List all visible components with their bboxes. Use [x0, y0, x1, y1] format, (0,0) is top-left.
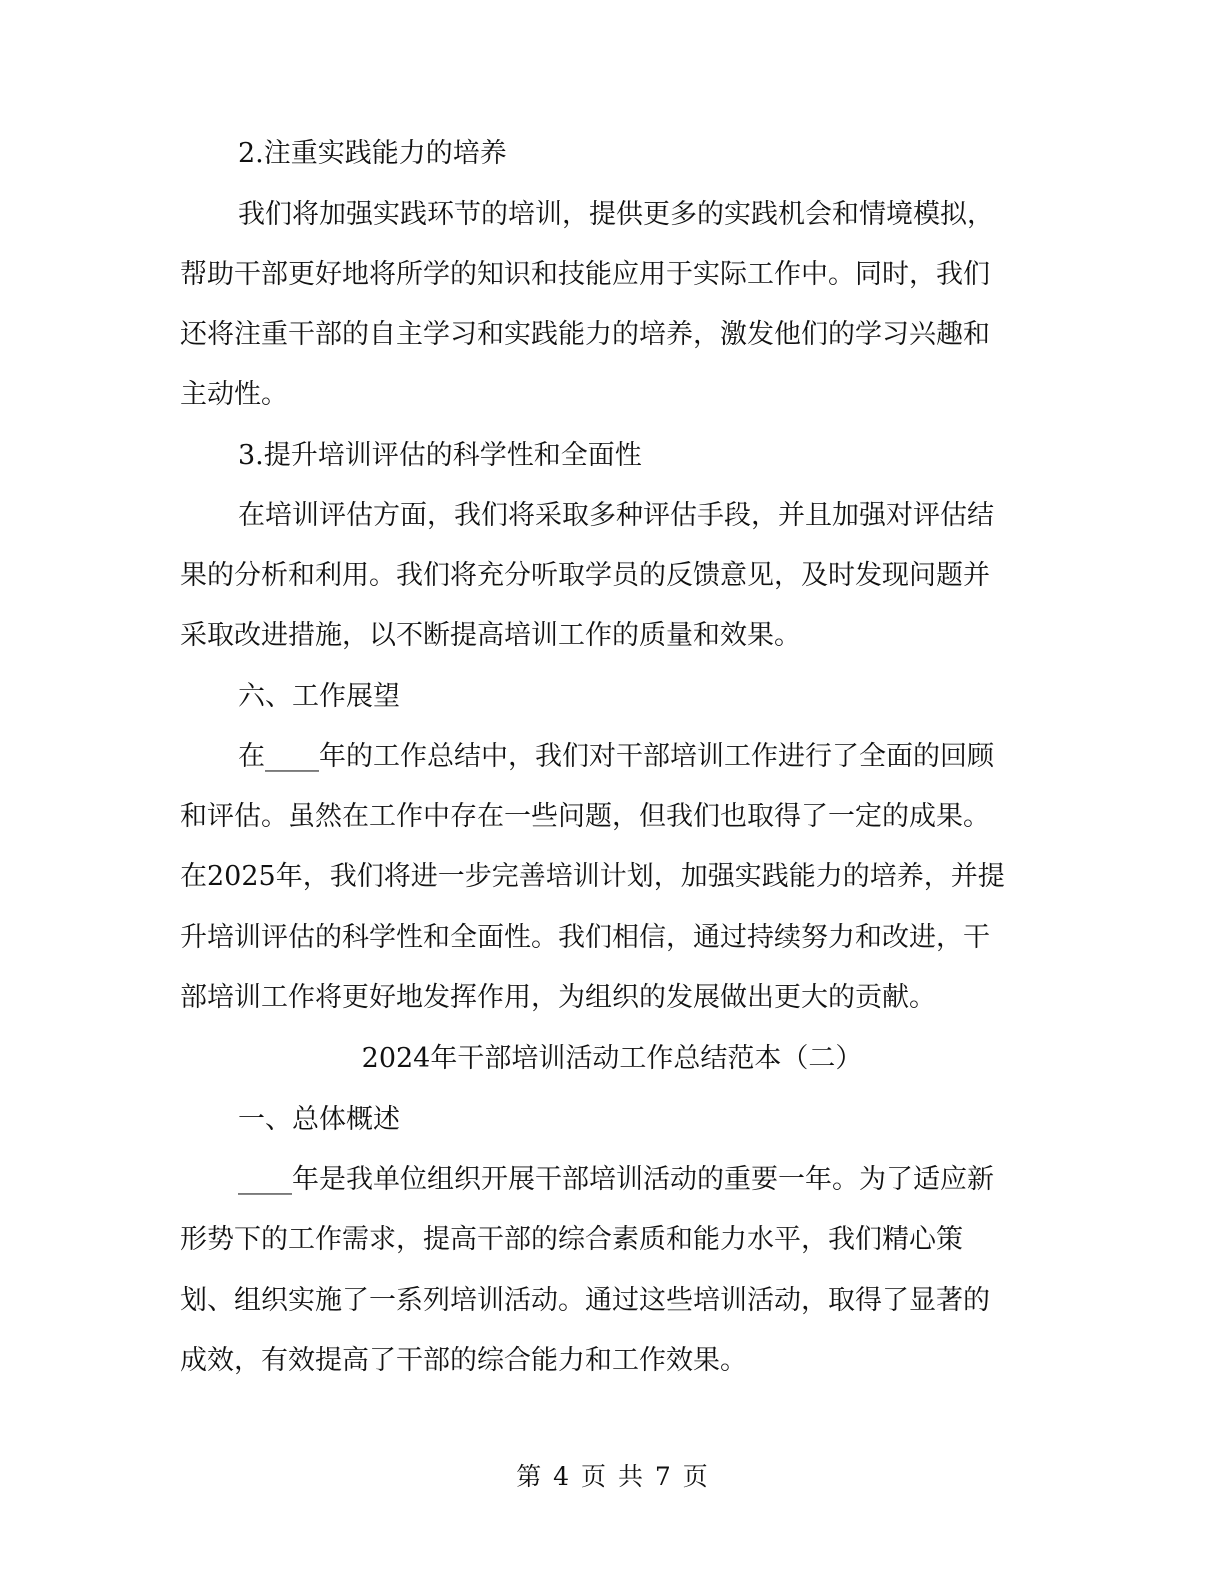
paragraph-line: 还将注重干部的自主学习和实践能力的培养，激发他们的学习兴趣和: [180, 319, 990, 350]
paragraph-line: 形势下的工作需求，提高干部的综合素质和能力水平，我们精心策: [180, 1224, 963, 1255]
paragraph-line: 在____年的工作总结中，我们对干部培训工作进行了全面的回顾: [238, 741, 994, 772]
paragraph-line: 划、组织实施了一系列培训活动。通过这些培训活动，取得了显著的: [180, 1285, 990, 1316]
paragraph-line: 升培训评估的科学性和全面性。我们相信，通过持续努力和改进，干: [180, 922, 990, 953]
section-heading-outlook: 六、工作展望: [238, 681, 400, 712]
subheading-evaluation: 3.提升培训评估的科学性和全面性: [238, 440, 642, 471]
document-title-part-two: 2024年干部培训活动工作总结范本（二）: [361, 1043, 863, 1074]
paragraph-line: 果的分析和利用。我们将充分听取学员的反馈意见，及时发现问题并: [180, 560, 990, 591]
paragraph-line: 部培训工作将更好地发挥作用，为组织的发展做出更大的贡献。: [180, 982, 936, 1013]
paragraph-line: 帮助干部更好地将所学的知识和技能应用于实际工作中。同时，我们: [180, 259, 990, 290]
paragraph-line: 主动性。: [180, 379, 288, 410]
page-number-footer: 第 4 页 共 7 页: [516, 1462, 708, 1491]
paragraph-line: 在2025年，我们将进一步完善培训计划，加强实践能力的培养，并提: [180, 861, 1005, 892]
paragraph-line: ____年是我单位组织开展干部培训活动的重要一年。为了适应新: [238, 1164, 994, 1195]
subheading-practice-ability: 2.注重实践能力的培养: [238, 138, 507, 169]
paragraph-line: 在培训评估方面，我们将采取多种评估手段，并且加强对评估结: [238, 500, 994, 531]
section-heading-overview: 一、总体概述: [238, 1104, 400, 1135]
paragraph-line: 我们将加强实践环节的培训，提供更多的实践机会和情境模拟，: [238, 199, 994, 230]
paragraph-line: 成效，有效提高了干部的综合能力和工作效果。: [180, 1345, 747, 1376]
paragraph-line: 和评估。虽然在工作中存在一些问题，但我们也取得了一定的成果。: [180, 801, 990, 832]
paragraph-line: 采取改进措施，以不断提高培训工作的质量和效果。: [180, 620, 801, 651]
